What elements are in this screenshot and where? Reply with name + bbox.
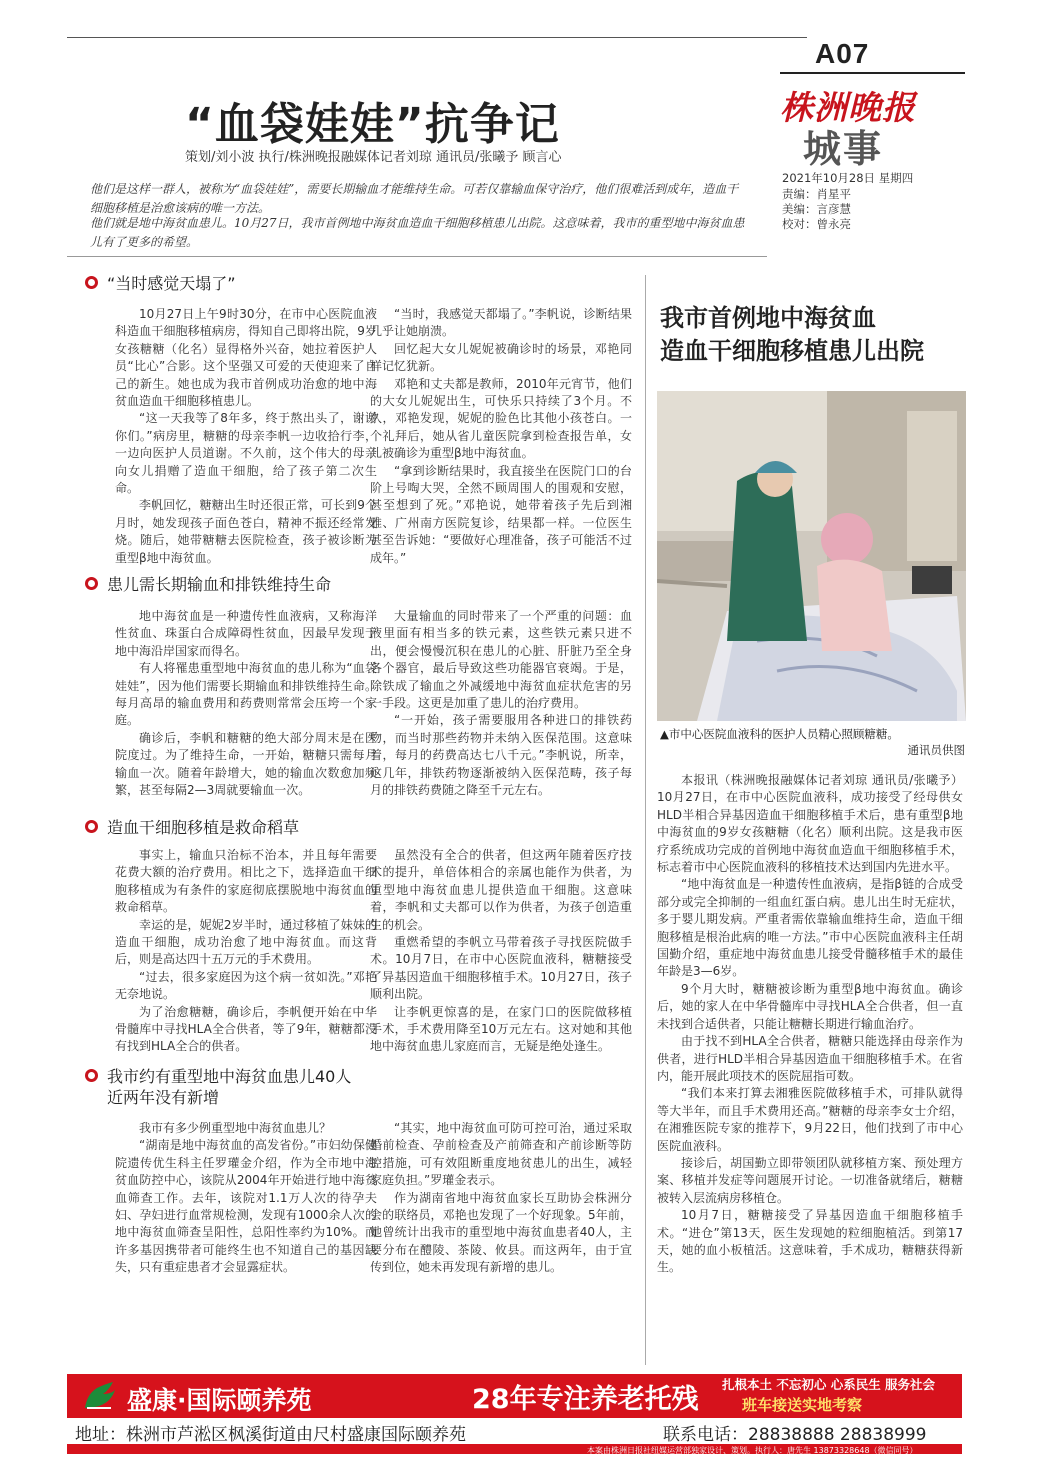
paragraph: 10月27日上午9时30分，在市中心医院血液科造血干细胞移植病房，得知自己即将出院，9岁女孩糖糖（化名）显得格外兴奋，她拉着医护人员“比心”合影。这个坚强又可爱的天使迎来了自己的新生。她也成为我市首例成功治愈的地中海贫血造血干细胞移植患儿。 [115,307,377,409]
paragraph: 我市有多少例重型地中海贫血患儿？ [139,1121,332,1135]
intro-divider [67,256,767,257]
section-name: 城事 [803,126,884,171]
paragraph: 由于找不到HLA全合供者，糖糖只能选择由母亲作为供者，进行HLD半相合异基因造血干细胞移植手术。在省内，能开展此项技术的医院屈指可数。 [657,1034,963,1083]
article-column [115,306,377,567]
subheading-text: “当时感觉天塌了” [107,274,236,293]
article-column [115,847,377,1056]
ad-company-name: 盛康·国际颐养苑 [127,1386,312,1415]
issue-date: 2021年10月28日 星期四 [782,171,914,185]
ad-slogan: 28年专注养老托残 [472,1384,699,1415]
paragraph: 有人将罹患重型地中海贫血的患儿称为“血袋娃娃”，因为他们需要长期输血和排铁维持生命。每月高昂的输血费用和药费则常常会压垮一个家庭。 [115,661,377,728]
paragraph: “过去，很多家庭因为这个病一贫如洗。”邓艳无奈地说。 [115,969,377,1002]
paragraph: 让李帆更惊喜的是，在家门口的医院做移植手术，手术费用降至10万元左右。这对她和其他地中海贫血患儿家庭而言，无疑是绝处逢生。 [370,1004,632,1054]
article-column [370,1120,632,1277]
photo-credit: 通讯员供图 [907,743,965,757]
article-column [370,847,632,1056]
page-number: A07 [815,38,870,69]
ad-address: 地址：株洲市芦淞区枫溪街道由尺村盛康国际颐养苑 [75,1425,466,1445]
paragraph: “当时，我感觉天都塌了。”李帆说，诊断结果几乎让她崩溃。 [370,307,632,339]
photo-caption: ▲市中心医院血液科的医护人员精心照顾糖糖。 [660,727,899,741]
paragraph: 确诊后，李帆和糖糖的绝大部分周末是在医院度过。为了维持生命，一开始，糖糖只需每月输血一次。随着年龄增大，她的输血次数愈加频繁，甚至每隔2—3周就要输血一次。 [115,730,377,798]
paragraph: 邓艳和丈夫都是教师，2010年元宵节，他们的大女儿妮妮出生，可快乐只持续了3个月。不久，邓艳发现，妮妮的脸色比其他小孩苍白。一个礼拜后，她从省儿童医院拿到检查报告单，女儿被确诊为重型β地中海贫血。 [370,376,632,461]
paragraph: 事实上，输血只治标不治本，并且每年需要花费大额的治疗费用。相比之下，选择造血干细胞移植成为有条件的家庭彻底摆脱地中海贫血的救命稻草。 [115,848,377,915]
subheading [85,817,299,838]
sidebar-headline-line: 造血干细胞移植患儿出院 [660,337,924,365]
paragraph: 本报讯（株洲晚报融媒体记者刘琼 通讯员/张曦予）10月27日，在市中心医院血液科，成功接受了经母供女HLD半相合异基因造血干细胞移植手术后，患有重型β地中海贫血的9岁女孩糖糖（化名）顺利出院。这是我市医疗系统成功完成的首例地中海贫血造血干细胞移植手术，标志着市中心医院血液科的移植技术达到国内先进水平。 [657,773,963,875]
hand-logo-icon [81,1378,117,1414]
subheading-text: 患儿需长期输血和排铁维持生命 [107,575,332,594]
top-rule-right [780,72,965,74]
page-title: “血袋娃娃”抗争记 [185,99,560,150]
article-column [115,608,377,799]
paragraph: 地中海贫血是一种遗传性血液病，又称海洋性贫血、珠蛋白合成障碍性贫血，因最早发现于地中海沿岸国家而得名。 [115,609,377,658]
ad-footer-note: 本案由株洲日报社纽媒运营部独家设计、策划。执行人：唐先生 13873328648（微信同号） [587,1446,918,1455]
news-photo [657,391,966,721]
ad-shuttle-note: 班车接送实地考察 [742,1396,863,1414]
bullet-circle-icon [85,820,98,833]
advertisement-banner [67,1374,962,1454]
subheading-text: 我市约有重型地中海贫血患儿40人 [107,1067,352,1086]
newspaper-masthead: 株洲晚报 [780,88,916,127]
paragraph: “其实，地中海贫血可防可控可治，通过采取婚前检查、孕前检查及产前筛查和产前诊断等防控措施，可有效阻断重度地贫患儿的出生，减轻家庭负担。”罗瓘金表示。 [370,1121,632,1188]
article-column [370,306,632,567]
subheading [85,1066,351,1108]
paragraph: 幸运的是，妮妮2岁半时，通过移植了妹妹的造血干细胞，成功治愈了地中海贫血。而这背后，则是高达四十五万元的手术费用。 [115,917,377,967]
paragraph: 李帆回忆，糖糖出生时还很正常，可长到9个月时，她发现孩子面色苍白，精神不振还经常发烧。随后，她带糖糖去医院检查，孩子被诊断为重型β地中海贫血。 [115,498,377,565]
ad-phone: 联系电话：28838888 28838999 [663,1425,927,1445]
ad-motto: 扎根本土 不忘初心 心系民生 服务社会 [722,1377,936,1392]
paragraph: “拿到诊断结果时，我直接坐在医院门口的台阶上号啕大哭，全然不顾周围人的围观和安慰，甚至想到了死。”邓艳说，她带着孩子先后到湘雅、广州南方医院复诊，结果都一样。一位医生甚至告诉她：“要做好心理准备，孩子可能活不过成年。” [370,463,632,565]
bullet-circle-icon [85,276,98,289]
sidebar-headline-line: 我市首例地中海贫血 [660,304,876,332]
designer-credit: 美编：言彦慧 [782,202,851,216]
bullet-circle-icon [85,1069,98,1082]
byline: 策划/刘小波 执行/株洲晚报融媒体记者刘琼 通讯员/张曦予 顾言心 [185,150,562,165]
intro-paragraph: 他们是这样一群人，被称为“血袋娃娃”，需要长期输血才能维持生命。可若仅靠输血保守治疗，他们很难活到成年，造血干细胞移植是治愈该病的唯一方法。 [90,182,739,215]
article-column [115,1120,377,1277]
paragraph: 为了治愈糖糖，确诊后，李帆便开始在中华骨髓库中寻找HLA全合供者，等了9年，糖糖都没有找到HLA全合的供者。 [115,1004,377,1054]
sidebar-headline [660,302,990,368]
subheading-text: 近两年没有新增 [107,1088,220,1107]
paragraph: 回忆起大女儿妮妮被确诊时的场景，邓艳同样记忆犹新。 [370,341,632,374]
subheading [85,574,331,595]
article-column [370,608,632,799]
paragraph: 大量输血的同时带来了一个严重的问题：血液里面有相当多的铁元素，这些铁元素只进不出，便会慢慢沉积在患儿的心脏、肝脏乃至全身各个器官，最后导致这些功能器官衰竭。于是，除铁成了输血之外减缓地中海贫血症状危害的另一手段。这更是加重了患儿的治疗费用。 [370,609,632,711]
paragraph: “地中海贫血是一种遗传性血液病，是指β链的合成受部分或完全抑制的一组血红蛋白病。患儿出生时无症状，多于婴儿期发病。严重者需依靠输血维持生命，造血干细胞移植是根治此病的唯一方法。”市中心医院血液科主任胡国勤介绍，重症地中海贫血患儿接受骨髓移植手术的最佳年龄是3—6岁。 [657,877,963,979]
paragraph: 接诊后，胡国勤立即带领团队就移植方案、预处理方案、移植并发症等问题展开讨论。一切准备就绪后，糖糖被转入层流病房移植仓。 [657,1155,963,1205]
subheading-text: 造血干细胞移植是救命稻草 [107,818,300,837]
editor-credit: 责编：肖星平 [782,187,851,201]
paragraph: 作为湖南省地中海贫血家长互助协会株洲分会的联络员，邓艳也发现了一个好现象。5年前，她曾统计出我市的重型地中海贫血患者40人，主要分布在醴陵、茶陵、攸县。而这两年，由于宣传到位，她未再发现有新增的患儿。 [370,1190,632,1275]
column-divider [645,275,646,1365]
bullet-circle-icon [85,577,98,590]
paragraph: 虽然没有全合的供者，但这两年随着医疗技术的提升，单倍体相合的亲属也能作为供者，为重型地中海贫血患儿提供造血干细胞。这意味着，李帆和丈夫都可以作为供者，为孩子创造重生的机会。 [370,848,632,932]
paragraph: 10月7日，糖糖接受了异基因造血干细胞移植手术。“进仓”第13天，医生发现她的粒细胞植活。到第17天，她的血小板植活。这意味着，手术成功，糖糖获得新生。 [657,1208,963,1275]
paragraph: “这一天我等了8年多，终于熬出头了，谢谢你们。”病房里，糖糖的母亲李帆一边收拾行李，一边向医护人员道谢。不久前，这个伟大的母亲向女儿捐赠了造血干细胞，给了孩子第二次生命。 [115,411,377,496]
sidebar-body [657,772,963,1277]
paragraph: “湖南是地中海贫血的高发省份。”市妇幼保健院遗传优生科主任罗瓘金介绍，作为全市地中海贫血防控中心，该院从2004年开始进行地中海贫血筛查工作。去年，该院对1.1万人次的待孕夫妇、孕妇进行血常规检测，发现有1000余人次的地中海贫血筛查呈阳性，总阳性率约为10%。而许多基因携带者可能终生也不知道自己的基因缺失，只有重症患者才会显露症状。 [115,1138,377,1275]
paragraph: “一开始，孩子需要服用各种进口的排铁药物，而当时那些药物并未纳入医保范围。这意味着，每月的药费高达七八千元。”李帆说，所幸，这几年，排铁药物逐渐被纳入医保范畴，孩子每月的排铁药费随之降至千元左右。 [370,713,632,798]
proofreader-credit: 校对：曾永亮 [782,217,851,231]
paragraph: 9个月大时，糖糖被诊断为重型β地中海贫血。确诊后，她的家人在中华骨髓库中寻找HLA全合供者，但一直未找到合适供者，只能让糖糖长期进行输血治疗。 [657,981,963,1031]
paragraph: 重燃希望的李帆立马带着孩子寻找医院做手术。10月7日，在市中心医院血液科，糖糖接受了异基因造血干细胞移植手术。10月27日，孩子顺利出院。 [370,935,632,1002]
subheading [85,273,236,294]
paragraph: “我们本来打算去湘雅医院做移植手术，可排队就得等大半年，而且手术费用还高。”糖糖的母亲李女士介绍，在湘雅医院专家的推荐下，9月22日，他们找到了市中心医院血液科。 [657,1086,963,1153]
intro-paragraph: 他们就是地中海贫血患儿。10月27日，我市首例地中海贫血造血干细胞移植患儿出院。这意味着，我市的重型地中海贫血患儿有了更多的希望。 [90,216,745,249]
top-rule [67,37,807,38]
